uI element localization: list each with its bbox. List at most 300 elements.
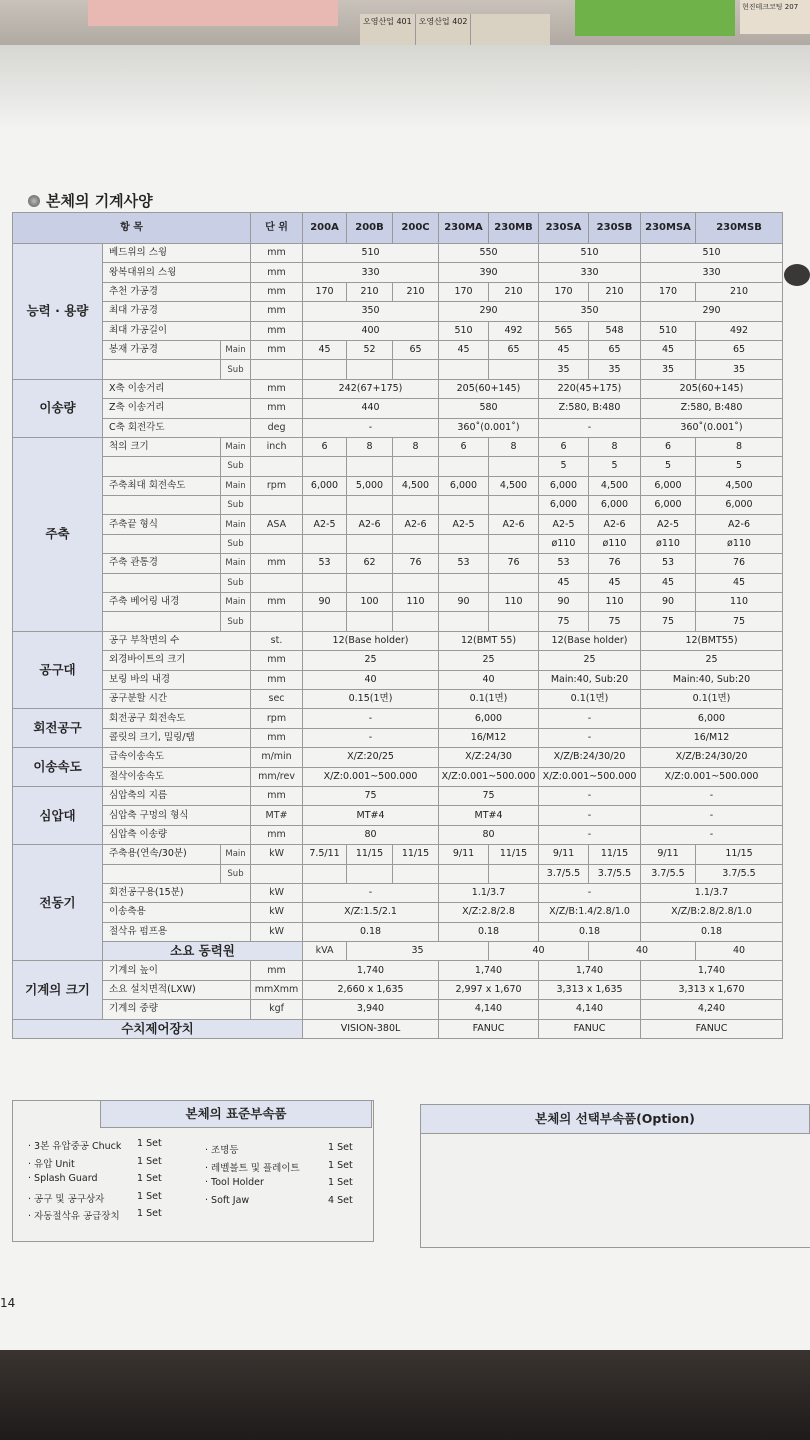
value-cell: 2,660 x 1,635: [303, 980, 439, 999]
value-cell: [439, 457, 489, 476]
value-cell: 90: [539, 593, 589, 612]
bullet-icon: [28, 195, 40, 207]
spec-row: [13, 961, 783, 980]
value-cell: 75: [439, 786, 539, 805]
value-cell: 210: [696, 282, 783, 301]
item-label: 절삭이송속도: [103, 767, 251, 786]
item-label: 심압축 이송량: [103, 825, 251, 844]
value-cell: 360˚(0.001˚): [641, 418, 783, 437]
unit-cell: kW: [251, 845, 303, 864]
value-cell: 510: [539, 244, 641, 263]
value-cell: Main:40, Sub:20: [641, 670, 783, 689]
accessory-name: · 공구 및 공구상자: [28, 1193, 105, 1205]
value-cell: 170: [439, 282, 489, 301]
value-cell: 350: [303, 302, 439, 321]
header-model: 230MA: [439, 213, 489, 244]
spec-row: [13, 942, 783, 961]
value-cell: 350: [539, 302, 641, 321]
value-cell: 510: [303, 244, 439, 263]
item-label: 보링 바의 내경: [103, 670, 251, 689]
category-feed: 이송속도: [13, 748, 103, 787]
value-cell: 170: [303, 282, 347, 301]
value-cell: [347, 534, 393, 553]
ticket-stub: [360, 14, 550, 48]
spec-row: [13, 728, 783, 747]
category-capacity: 능력 · 용량: [13, 244, 103, 380]
value-cell: 492: [489, 321, 539, 340]
value-cell: [439, 864, 489, 883]
category-turret: 공구대: [13, 631, 103, 709]
header-model: 230SB: [589, 213, 641, 244]
value-cell: [347, 612, 393, 631]
unit-cell: [251, 534, 303, 553]
spec-row: [13, 670, 783, 689]
value-cell: 5: [539, 457, 589, 476]
value-cell: 45: [303, 340, 347, 359]
category-size: 기계의 크기: [13, 961, 103, 1019]
accessory-qty: 1 Set: [328, 1177, 353, 1188]
item-label: 추천 가공경: [103, 282, 251, 301]
sub-label: Main: [221, 476, 251, 495]
item-label: 심압축의 지름: [103, 786, 251, 805]
value-cell: 45: [641, 573, 696, 592]
header-model: 230SA: [539, 213, 589, 244]
value-cell: 8: [393, 437, 439, 456]
spec-row: [13, 980, 783, 999]
spec-row: [13, 496, 783, 515]
header-model: 200C: [393, 213, 439, 244]
value-cell: 40: [439, 670, 539, 689]
value-cell: [489, 864, 539, 883]
accessory-qty: 4 Set: [328, 1194, 353, 1206]
unit-cell: mm: [251, 340, 303, 359]
unit-cell: rpm: [251, 709, 303, 728]
value-cell: 35: [589, 360, 641, 379]
value-cell: 1,740: [303, 961, 439, 980]
value-cell: FANUC: [641, 1019, 783, 1038]
spec-row: [13, 379, 783, 398]
value-cell: 45: [539, 340, 589, 359]
item-label: Z축 이송거리: [103, 399, 251, 418]
item-label: 왕복대위의 스윙: [103, 263, 251, 282]
value-cell: [303, 360, 347, 379]
value-cell: 8: [347, 437, 393, 456]
value-cell: 35: [539, 360, 589, 379]
value-cell: X/Z/B:2.8/2.8/1.0: [641, 903, 783, 922]
value-cell: 75: [696, 612, 783, 631]
spec-row: [13, 748, 783, 767]
value-cell: X/Z:0.001~500.000: [439, 767, 539, 786]
value-cell: ø110: [539, 534, 589, 553]
value-cell: 9/11: [641, 845, 696, 864]
spec-row: [13, 360, 783, 379]
unit-cell: mm: [251, 554, 303, 573]
item-label: 심압축 구멍의 형식: [103, 806, 251, 825]
value-cell: 53: [439, 554, 489, 573]
value-cell: 65: [393, 340, 439, 359]
item-label: [103, 360, 221, 379]
value-cell: 290: [439, 302, 539, 321]
option-accessories-title: 본체의 선택부속품(Option): [420, 1104, 810, 1134]
spec-row: [13, 709, 783, 728]
unit-cell: mm/rev: [251, 767, 303, 786]
value-cell: -: [539, 825, 641, 844]
value-cell: 510: [439, 321, 489, 340]
unit-cell: mmXmm: [251, 980, 303, 999]
item-label: 회전공구용(15분): [103, 883, 251, 902]
header-model: 230MB: [489, 213, 539, 244]
value-cell: X/Z/B:1.4/2.8/1.0: [539, 903, 641, 922]
value-cell: 4,500: [696, 476, 783, 495]
pink-card: [88, 0, 338, 26]
value-cell: -: [539, 883, 641, 902]
value-cell: FANUC: [539, 1019, 641, 1038]
value-cell: 3.7/5.5: [641, 864, 696, 883]
unit-cell: ASA: [251, 515, 303, 534]
value-cell: 11/15: [393, 845, 439, 864]
item-label: 주축 관통경: [103, 554, 221, 573]
unit-cell: inch: [251, 437, 303, 456]
value-cell: 90: [303, 593, 347, 612]
value-cell: [347, 573, 393, 592]
sub-label: Sub: [221, 496, 251, 515]
value-cell: [347, 864, 393, 883]
value-cell: 8: [696, 437, 783, 456]
value-cell: 440: [303, 399, 439, 418]
value-cell: [489, 360, 539, 379]
value-cell: 6,000: [641, 476, 696, 495]
value-cell: 400: [303, 321, 439, 340]
item-label: 급속이송속도: [103, 748, 251, 767]
value-cell: VISION-380L: [303, 1019, 439, 1038]
value-cell: 75: [589, 612, 641, 631]
value-cell: 76: [696, 554, 783, 573]
value-cell: 53: [641, 554, 696, 573]
value-cell: A2-5: [641, 515, 696, 534]
value-cell: 0.1(1면): [641, 689, 783, 708]
item-label: [103, 457, 221, 476]
value-cell: 5: [641, 457, 696, 476]
value-cell: 6: [439, 437, 489, 456]
accessory-name: · Splash Guard: [28, 1173, 98, 1184]
value-cell: [303, 864, 347, 883]
value-cell: 492: [696, 321, 783, 340]
value-cell: 3,313 x 1,635: [539, 980, 641, 999]
value-cell: [303, 496, 347, 515]
item-label: [103, 864, 221, 883]
value-cell: 6,000: [641, 496, 696, 515]
value-cell: X/Z:0.001~500.000: [303, 767, 439, 786]
unit-cell: kW: [251, 883, 303, 902]
value-cell: 205(60+145): [439, 379, 539, 398]
sub-label: Sub: [221, 360, 251, 379]
value-cell: 100: [347, 593, 393, 612]
category-nc: 수치제어장치: [13, 1019, 303, 1038]
spec-row: [13, 515, 783, 534]
accessory-name: · 자동절삭유 공급장치: [28, 1211, 120, 1222]
unit-cell: [251, 612, 303, 631]
unit-cell: mm: [251, 825, 303, 844]
item-label: 기계의 높이: [103, 961, 251, 980]
value-cell: 8: [489, 437, 539, 456]
value-cell: [347, 360, 393, 379]
spec-row: [13, 1019, 783, 1038]
value-cell: 62: [347, 554, 393, 573]
page-number: 14: [0, 1296, 16, 1310]
value-cell: 52: [347, 340, 393, 359]
accessory-name: · 레벨볼트 및 플레이트: [205, 1162, 300, 1174]
value-cell: 9/11: [539, 845, 589, 864]
value-cell: 6: [303, 437, 347, 456]
value-cell: 330: [641, 263, 783, 282]
value-cell: 45: [539, 573, 589, 592]
value-cell: [439, 573, 489, 592]
value-cell: 6,000: [539, 476, 589, 495]
value-cell: 75: [641, 612, 696, 631]
value-cell: X/Z:24/30: [439, 748, 539, 767]
spec-row: [13, 321, 783, 340]
value-cell: 16/M12: [641, 728, 783, 747]
stub-cell: 오영산업 402: [416, 14, 472, 48]
value-cell: -: [539, 806, 641, 825]
value-cell: 45: [589, 573, 641, 592]
value-cell: X/Z:20/25: [303, 748, 439, 767]
unit-cell: [251, 573, 303, 592]
item-label: 주축끝 형식: [103, 515, 221, 534]
item-label: 공구분할 시간: [103, 689, 251, 708]
value-cell: [393, 457, 439, 476]
item-label: [103, 534, 221, 553]
category-tailstock: 심압대: [13, 786, 103, 844]
spec-row: [13, 418, 783, 437]
accessory-qty: 1 Set: [137, 1190, 162, 1202]
unit-cell: mm: [251, 244, 303, 263]
header-model: 200B: [347, 213, 393, 244]
unit-cell: [251, 864, 303, 883]
value-cell: A2-6: [589, 515, 641, 534]
item-label: 기계의 중량: [103, 1000, 251, 1019]
unit-cell: m/min: [251, 748, 303, 767]
value-cell: MT#4: [439, 806, 539, 825]
value-cell: 6: [539, 437, 589, 456]
dark-floor: [0, 1350, 810, 1440]
value-cell: X/Z:0.001~500.000: [539, 767, 641, 786]
value-cell: 210: [589, 282, 641, 301]
value-cell: A2-5: [303, 515, 347, 534]
accessory-name: · Tool Holder: [205, 1177, 264, 1188]
item-label: 이송축용: [103, 903, 251, 922]
accessory-qty: 1 Set: [328, 1142, 353, 1153]
value-cell: 53: [539, 554, 589, 573]
value-cell: 12(BMT55): [641, 631, 783, 650]
value-cell: 25: [439, 651, 539, 670]
corner-card: 현진테크코팅 207: [740, 0, 810, 34]
spec-row: [13, 340, 783, 359]
spec-row: [13, 437, 783, 456]
value-cell: [303, 573, 347, 592]
item-label: 최대 가공길이: [103, 321, 251, 340]
value-cell: MT#4: [303, 806, 439, 825]
sub-label: Main: [221, 845, 251, 864]
value-cell: 76: [393, 554, 439, 573]
item-label: 절삭유 펌프용: [103, 922, 251, 941]
value-cell: -: [539, 786, 641, 805]
value-cell: 6,000: [539, 496, 589, 515]
spec-row: [13, 554, 783, 573]
item-label: 소요 설치면적(LXW): [103, 980, 251, 999]
value-cell: 0.15(1면): [303, 689, 439, 708]
sub-label: Sub: [221, 573, 251, 592]
section-title: [28, 190, 153, 211]
unit-cell: rpm: [251, 476, 303, 495]
value-cell: 90: [439, 593, 489, 612]
accessory-qty: 1 Set: [137, 1173, 162, 1184]
value-cell: -: [303, 418, 439, 437]
value-cell: 3.7/5.5: [589, 864, 641, 883]
value-cell: 65: [696, 340, 783, 359]
value-cell: 210: [347, 282, 393, 301]
item-label: 베드위의 스윙: [103, 244, 251, 263]
value-cell: 9/11: [439, 845, 489, 864]
value-cell: 580: [439, 399, 539, 418]
value-cell: 210: [393, 282, 439, 301]
item-label: [103, 573, 221, 592]
value-cell: 170: [539, 282, 589, 301]
sub-label: Main: [221, 515, 251, 534]
value-cell: [489, 612, 539, 631]
item-label: 주축최대 회전속도: [103, 476, 221, 495]
spec-row: [13, 786, 783, 805]
item-label: [103, 496, 221, 515]
sub-label: Sub: [221, 457, 251, 476]
accessory-qty: 1 Set: [137, 1155, 162, 1167]
unit-cell: mm: [251, 302, 303, 321]
value-cell: A2-5: [439, 515, 489, 534]
item-label: 봉재 가공경: [103, 340, 221, 359]
spec-row: [13, 922, 783, 941]
value-cell: FANUC: [439, 1019, 539, 1038]
value-cell: 4,140: [539, 1000, 641, 1019]
value-cell: -: [641, 786, 783, 805]
category-rotary: 회전공구: [13, 709, 103, 748]
item-label: 콜릿의 크기, 밀링/탭: [103, 728, 251, 747]
value-cell: [393, 534, 439, 553]
accessory-qty: 1 Set: [137, 1138, 162, 1149]
value-cell: [347, 496, 393, 515]
header-unit: 단 위: [251, 213, 303, 244]
spec-row: [13, 457, 783, 476]
unit-cell: sec: [251, 689, 303, 708]
spec-row: [13, 612, 783, 631]
value-cell: 6: [641, 437, 696, 456]
accessory-qty: 1 Set: [137, 1208, 162, 1219]
value-cell: 290: [641, 302, 783, 321]
value-cell: 210: [489, 282, 539, 301]
value-cell: 5: [696, 457, 783, 476]
value-cell: 565: [539, 321, 589, 340]
value-cell: 4,500: [393, 476, 439, 495]
spec-row: [13, 903, 783, 922]
unit-cell: mm: [251, 961, 303, 980]
value-cell: [347, 457, 393, 476]
value-cell: 242(67+175): [303, 379, 439, 398]
header-item: 항 목: [13, 213, 251, 244]
value-cell: 16/M12: [439, 728, 539, 747]
unit-cell: mm: [251, 651, 303, 670]
section-title-text: 본체의 기계사양: [46, 192, 153, 210]
value-cell: 76: [589, 554, 641, 573]
item-label: 주축용(연속/30분): [103, 845, 221, 864]
value-cell: 550: [439, 244, 539, 263]
value-cell: ø110: [589, 534, 641, 553]
value-cell: [393, 612, 439, 631]
value-cell: 11/15: [489, 845, 539, 864]
value-cell: 170: [641, 282, 696, 301]
category-travel: 이송량: [13, 379, 103, 437]
value-cell: [489, 534, 539, 553]
header-model: 230MSA: [641, 213, 696, 244]
value-cell: 76: [489, 554, 539, 573]
value-cell: [303, 534, 347, 553]
value-cell: [439, 496, 489, 515]
sub-label: Sub: [221, 534, 251, 553]
value-cell: 0.18: [303, 922, 439, 941]
item-label: 외경바이트의 크기: [103, 651, 251, 670]
spec-row: [13, 864, 783, 883]
value-cell: 2,997 x 1,670: [439, 980, 539, 999]
value-cell: 53: [303, 554, 347, 573]
unit-cell: kgf: [251, 1000, 303, 1019]
spec-row: [13, 651, 783, 670]
spec-row: [13, 399, 783, 418]
spec-row: [13, 534, 783, 553]
value-cell: X/Z:2.8/2.8: [439, 903, 539, 922]
value-cell: Main:40, Sub:20: [539, 670, 641, 689]
value-cell: 7.5/11: [303, 845, 347, 864]
value-cell: 110: [589, 593, 641, 612]
category-motor: 전동기: [13, 845, 103, 961]
value-cell: 75: [303, 786, 439, 805]
value-cell: 0.18: [439, 922, 539, 941]
unit-cell: kVA: [303, 942, 347, 961]
unit-cell: mm: [251, 728, 303, 747]
value-cell: A2-6: [347, 515, 393, 534]
value-cell: 45: [641, 340, 696, 359]
header-model: 230MSB: [696, 213, 783, 244]
value-cell: 11/15: [347, 845, 393, 864]
value-cell: 110: [696, 593, 783, 612]
value-cell: [393, 496, 439, 515]
value-cell: X/Z/B:24/30/20: [641, 748, 783, 767]
spec-row: [13, 689, 783, 708]
value-cell: 0.1(1면): [539, 689, 641, 708]
accessory-name: · 조명등: [205, 1145, 239, 1156]
spec-row: [13, 767, 783, 786]
unit-cell: mm: [251, 670, 303, 689]
value-cell: X/Z:0.001~500.000: [641, 767, 783, 786]
value-cell: -: [539, 418, 641, 437]
value-cell: 65: [589, 340, 641, 359]
spec-row: [13, 263, 783, 282]
value-cell: 390: [439, 263, 539, 282]
spec-row: [13, 1000, 783, 1019]
value-cell: -: [641, 806, 783, 825]
value-cell: ø110: [696, 534, 783, 553]
spec-row: [13, 593, 783, 612]
spec-row: [13, 282, 783, 301]
value-cell: 3,313 x 1,670: [641, 980, 783, 999]
value-cell: 0.18: [641, 922, 783, 941]
